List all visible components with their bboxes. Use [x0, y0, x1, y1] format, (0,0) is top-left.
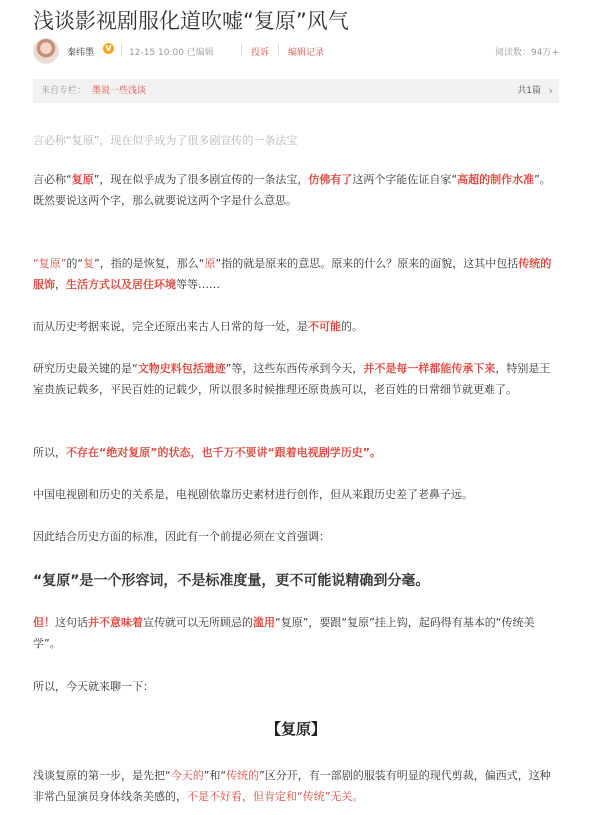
highlight-text: 高超的制作水准: [457, 173, 535, 186]
highlight-text: 仿佛有了: [308, 173, 353, 186]
highlight-text: 滥用: [253, 616, 275, 629]
paragraph: [33, 612, 559, 654]
report-link[interactable]: 投诉: [251, 48, 270, 58]
highlight-text: 不是不好看，但肯定和“: [187, 790, 303, 803]
highlight-text: 今天的: [170, 769, 204, 782]
text-span: ”等，这些东西传承到今天，: [225, 362, 364, 375]
column-count[interactable]: 共1篇: [517, 86, 541, 96]
author-bar: [33, 37, 559, 65]
highlight-text: 跟着电视剧学历史: [274, 446, 363, 459]
paragraph: 所以，今天就来聊一下：: [33, 680, 154, 693]
column-bar[interactable]: [33, 79, 559, 103]
paragraph: [33, 765, 559, 807]
text-span: ”。: [534, 173, 551, 186]
paragraph: [33, 253, 559, 295]
highlight-text: 原: [204, 257, 216, 270]
text-span: ”指的就是原来的意思。原来的什么？原来的面貌，这其中包括: [215, 257, 519, 270]
highlight-text: 传统: [302, 790, 325, 803]
text-span: “复原”，要跟“复原”挂上钩，起码得有基本的“传统美学”。: [33, 616, 535, 650]
highlight-text: 生活方式以及居住环境: [66, 278, 176, 291]
divider: [278, 44, 279, 56]
highlight-text: “复原”: [33, 257, 67, 270]
author-name[interactable]: 秦纬墨: [67, 48, 95, 58]
highlight-text: 复: [83, 257, 95, 270]
paragraph: [33, 442, 559, 463]
highlight-text: 并不是每一样都能传承下来: [363, 362, 496, 375]
view-count: 阅读数：94万+: [495, 48, 559, 58]
highlight-text: 文物史料包括遗迹: [137, 362, 226, 375]
highlight-text: ”。: [362, 446, 381, 459]
highlight-text: 绝对复原: [106, 446, 151, 459]
article-title: 浅谈影视剧服化道吹嘘“复原”风气: [33, 9, 349, 33]
highlight-text: 传统的: [226, 769, 260, 782]
text-span: 既然要说这两个字，那么就要说这两个字是什么意思。: [33, 194, 297, 207]
text-span: 研究历史最关键的是“: [33, 362, 138, 375]
publish-time: 12-15 10:00 已编辑: [129, 48, 214, 58]
paragraph: [33, 169, 559, 211]
text-span: 的。: [341, 320, 363, 333]
highlight-text: ”无关。: [324, 790, 364, 803]
highlight-text: 但！: [33, 616, 55, 629]
highlight-text: 传统的服饰: [33, 257, 552, 291]
divider: [241, 44, 242, 56]
text-span: ，特别是王室贵族记载多，平民百姓的记载少，所以很多时候推理还原贵族可以，老百姓的日常细节就更难了。: [33, 362, 551, 396]
text-span: 浅谈复原的第一步，是先把“: [33, 769, 171, 782]
text-span: 等等……: [176, 278, 220, 291]
paragraph: 中国电视剧和历史的关系是，电视剧依靠历史素材进行创作，但从来跟历史差了老鼻子远。: [33, 488, 473, 501]
text-span: 宣传就可以无所顾忌的: [143, 616, 253, 629]
section-heading: 【复原】: [265, 720, 326, 738]
text-span: 所以，: [33, 446, 66, 459]
avatar[interactable]: [33, 38, 59, 64]
highlight-text: 不存在“: [66, 446, 107, 459]
text-span: ”和“: [203, 769, 227, 782]
text-span: ”，现在似乎成为了很多剧宣传的一条法宝，: [93, 173, 309, 186]
key-statement: “复原”是一个形容词，不是标准度量，更不可能说精确到分毫。: [33, 573, 430, 589]
paragraph: [33, 358, 559, 400]
divider: [121, 44, 122, 56]
column-link[interactable]: 墨说一些浅谈: [92, 86, 147, 96]
article-summary: 言必称“复原”，现在似乎成为了很多剧宣传的一条法宝: [33, 134, 298, 147]
highlight-text: 不可能: [308, 320, 341, 333]
text-span: 的“: [66, 257, 84, 270]
column-label: 来自专栏：: [41, 86, 87, 96]
text-span: 这句话: [55, 616, 88, 629]
paragraph: 因此结合历史方面的标准，因此有一个前提必须在文首强调：: [33, 530, 330, 543]
text-span: 而从历史考据来说，完全还原出来古人日常的每一处，是: [33, 320, 308, 333]
chevron-right-icon[interactable]: ›: [548, 84, 553, 97]
edit-log-link[interactable]: 编辑记录: [288, 48, 325, 58]
text-span: ”区分开，有一部剧的服装有明显的现代剪裁，偏西式，这种非常凸显演员身体线条美感的，: [33, 769, 551, 803]
text-span: 言必称“: [33, 173, 72, 186]
verified-icon: V: [103, 43, 114, 54]
highlight-text: 复原: [71, 173, 94, 186]
paragraph: [33, 316, 559, 337]
highlight-text: 并不意味着: [88, 616, 143, 629]
highlight-text: ”的状态，也千万不要讲“: [150, 446, 275, 459]
text-span: ，: [55, 278, 66, 291]
text-span: 这两个字能佐证自家“: [352, 173, 458, 186]
text-span: ”，指的是恢复，那么“: [94, 257, 205, 270]
